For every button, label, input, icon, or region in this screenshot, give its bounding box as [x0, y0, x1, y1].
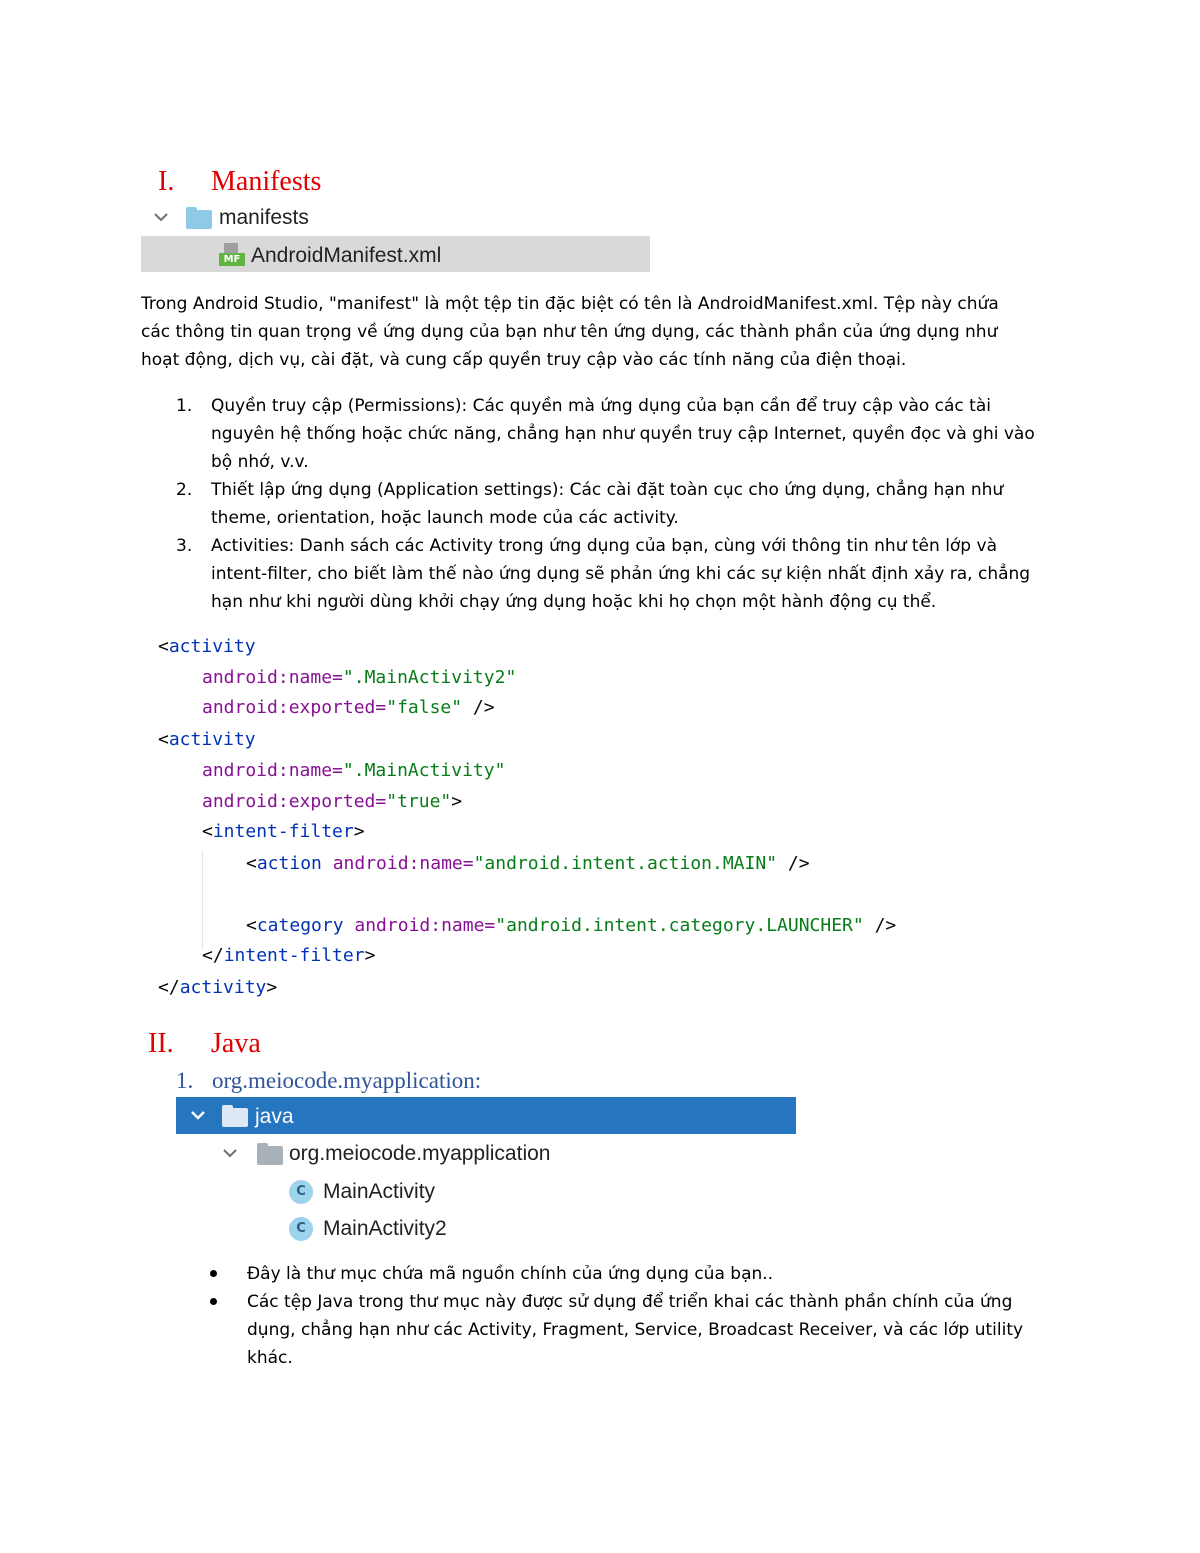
bullet-line: dụng, chẳng hạn như các Activity, Fragment, Service, Broadcast Receiver, và các lớp utility — [247, 1320, 1024, 1340]
section-1-number: I. — [158, 166, 175, 197]
list-number: 1. — [176, 396, 193, 416]
class-icon: C — [289, 1180, 313, 1204]
tree-label-manifests: manifests — [219, 206, 309, 229]
tree-label-mainactivity2: MainActivity2 — [323, 1217, 447, 1240]
bullet-dot — [210, 1298, 217, 1305]
code-line: android:exported="true"> — [202, 791, 463, 812]
bullet-line: Đây là thư mục chứa mã nguồn chính của ứng dụng của bạn.. — [247, 1264, 774, 1284]
code-line: <category android:name="android.intent.category.LAUNCHER" /> — [246, 915, 897, 936]
package-folder-icon — [257, 1146, 283, 1165]
tree-label-package: org.meiocode.myapplication — [289, 1142, 551, 1165]
code-line: <action android:name="android.intent.action.MAIN" /> — [246, 853, 810, 874]
code-line: android:name=".MainActivity" — [202, 760, 506, 781]
intro-paragraph — [141, 290, 1091, 374]
tree-row-mainactivity[interactable] — [176, 1176, 796, 1210]
bullet-list — [210, 1260, 1090, 1372]
tree-row-androidmanifest[interactable] — [141, 236, 650, 272]
section-2-title: Java — [211, 1028, 261, 1059]
subsection-number: 1. — [176, 1068, 194, 1093]
tree-label-java: java — [255, 1105, 294, 1128]
list-line: theme, orientation, hoặc launch mode của các activity. — [211, 508, 679, 528]
code-line: </activity> — [158, 977, 278, 998]
bullet-dot — [210, 1270, 217, 1277]
bullet-item — [210, 1288, 1090, 1372]
code-line: <activity — [158, 729, 256, 750]
tree-label-androidmanifest: AndroidManifest.xml — [251, 244, 442, 267]
section-2-heading — [148, 1028, 261, 1060]
folder-icon — [222, 1108, 248, 1127]
chevron-down-icon[interactable] — [153, 211, 169, 223]
numbered-list — [176, 392, 1076, 616]
list-line: nguyên hệ thống hoặc chức năng, chẳng hạn như quyền truy cập Internet, quyền đọc và ghi vào — [211, 424, 1035, 444]
folder-icon — [186, 210, 212, 229]
chevron-down-icon[interactable] — [222, 1147, 238, 1159]
indent-guide — [202, 850, 203, 950]
subsection-title: org.meiocode.myapplication: — [212, 1068, 482, 1093]
list-line: intent-filter, cho biết làm thế nào ứng dụng sẽ phản ứng khi các sự kiện nhất định xảy ra, chẳng — [211, 564, 1031, 584]
list-item — [176, 392, 1076, 476]
code-line: android:exported="false" /> — [202, 697, 495, 718]
intro-line: các thông tin quan trọng về ứng dụng của bạn như tên ứng dụng, các thành phần của ứng dụng như — [141, 322, 998, 342]
list-line: hạn như khi người dùng khởi chạy ứng dụng hoặc khi họ chọn một hành động cụ thể. — [211, 592, 937, 612]
list-line: Quyền truy cập (Permissions): Các quyền mà ứng dụng của bạn cần để truy cập vào các tài — [211, 396, 991, 416]
list-item — [176, 532, 1076, 616]
list-number: 2. — [176, 480, 193, 500]
code-line: </intent-filter> — [202, 945, 376, 966]
bullet-item — [210, 1260, 1090, 1288]
code-line: android:name=".MainActivity2" — [202, 667, 517, 688]
intro-line: hoạt động, dịch vụ, cài đặt, và cung cấp quyền truy cập vào các tính năng của điện thoại. — [141, 350, 907, 370]
list-line: Thiết lập ứng dụng (Application settings): Các cài đặt toàn cục cho ứng dụng, chẳng hạn như — [211, 480, 1004, 500]
list-line: bộ nhớ, v.v. — [211, 452, 309, 472]
code-line: <activity — [158, 636, 256, 657]
list-line: Activities: Danh sách các Activity trong ứng dụng của bạn, cùng với thông tin như tên lớp và — [211, 536, 997, 556]
tree-row-package[interactable] — [176, 1138, 796, 1172]
manifest-file-icon — [219, 243, 245, 267]
section-2-number: II. — [148, 1028, 174, 1059]
list-item — [176, 476, 1076, 532]
tree-label-mainactivity: MainActivity — [323, 1180, 436, 1203]
subsection-heading — [176, 1068, 482, 1094]
code-line: <intent-filter> — [202, 821, 365, 842]
tree-row-manifests[interactable] — [150, 204, 650, 234]
intro-line: Trong Android Studio, "manifest" là một tệp tin đặc biệt có tên là AndroidManifest.xml. Tệp này chứa — [141, 294, 999, 314]
tree-row-mainactivity2[interactable] — [176, 1213, 796, 1247]
bullet-line: khác. — [247, 1348, 293, 1368]
bullet-line: Các tệp Java trong thư mục này được sử dụng để triển khai các thành phần chính của ứng — [247, 1292, 1013, 1312]
tree-row-java[interactable] — [176, 1097, 796, 1134]
list-number: 3. — [176, 536, 193, 556]
code-block — [150, 630, 950, 1010]
chevron-down-icon[interactable] — [190, 1109, 206, 1121]
manifest-badge: MF — [219, 253, 245, 266]
section-1-title: Manifests — [211, 166, 322, 197]
section-1-heading — [158, 166, 322, 198]
class-icon: C — [289, 1217, 313, 1241]
